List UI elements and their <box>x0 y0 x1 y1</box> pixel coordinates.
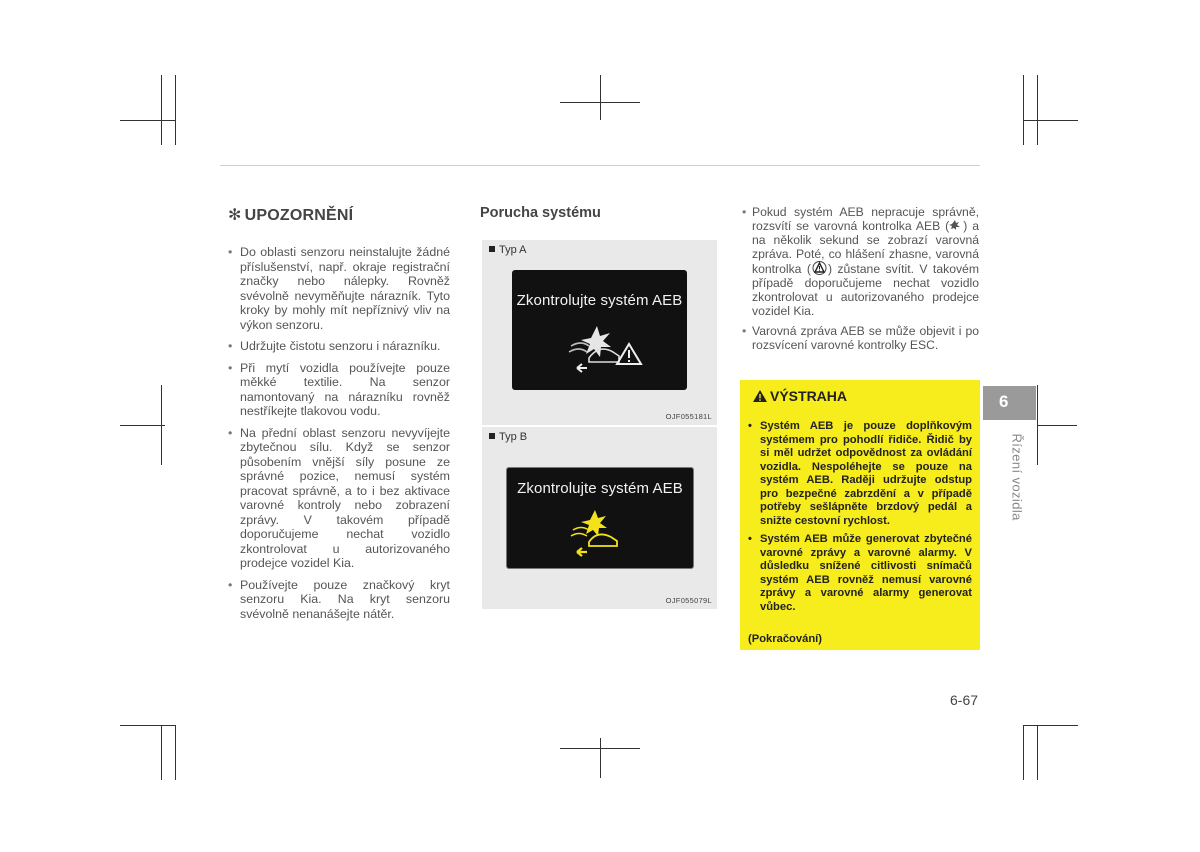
cluster-display <box>506 467 694 569</box>
panel-label: Typ B <box>489 431 527 443</box>
right-text <box>742 205 979 358</box>
list-item: • Pokud systém AEB nepracuje správně, rozsvítí se varovná kontrolka AEB ( ) a na několik sekund se zobrazí varovná zpráva. Poté, co hlášení zhasne, varovná kontrolka ( ) zůstane svítit. V takovém případě doporučujeme nechat vozidlo zkontrolovat u autorizovaného prodejce vozidel Kia. <box>742 205 979 318</box>
warning-box <box>740 380 980 650</box>
display-message: Zkontrolujte systém AEB <box>517 480 683 497</box>
aeb-warning-icon <box>949 220 963 231</box>
list-item: • Udržujte čistotu senzoru i nárazníku. <box>228 339 450 354</box>
info-list <box>742 205 979 352</box>
warning-title: VÝSTRAHA <box>753 388 847 404</box>
figure-panel-type-a <box>482 240 717 425</box>
warning-triangle-icon <box>811 261 828 275</box>
list-item: • Systém AEB je pouze doplňkovým systémem pro pohodlí řidiče. Řidič by si měl udržet odpovědnost za ovládání vozidla. Nespoléhejte se pouze na systém AEB. Raději udržujte odstup pro bezpečné zabrzdění a v případě potřeby sešlápněte brzdový pedál a snižte cestovní rychlost. <box>748 420 972 528</box>
figure-code: OJF055079L <box>665 596 712 605</box>
header-rule <box>220 165 980 166</box>
list-item: • Do oblasti senzoru neinstalujte žádné příslušenství, např. okraje registrační značky nebo nálepky. Rovněž svévolně nevyměňujte nárazník. Tyto kroky by mohly mít nepříznivý vliv na výkon senzoru. <box>228 245 450 332</box>
aeb-collision-icon <box>569 508 629 558</box>
warning-list <box>748 420 972 619</box>
list-item: • Varovná zpráva AEB se může objevit i po rozsvícení varovné kontrolky ESC. <box>742 324 979 352</box>
continued-label: (Pokračování) <box>748 633 822 645</box>
display-message: Zkontrolujte systém AEB <box>516 292 683 309</box>
figure-code: OJF055181L <box>665 412 712 421</box>
section-title: Porucha systému <box>480 205 601 221</box>
caution-list <box>228 245 450 621</box>
caution-section <box>228 205 450 628</box>
figure-panel-type-b <box>482 427 717 609</box>
list-item: • Systém AEB může generovat zbytečné varovné zprávy a varovné alarmy. V důsledku snížené citlivosti snímačů systém AEB rovněž nemusí varovné zprávy a varovné alarmy generovat vůbec. <box>748 533 972 614</box>
panel-label: Typ A <box>489 244 527 256</box>
asterisk-icon: ✻ <box>228 207 242 224</box>
collision-warning-icon <box>567 324 647 380</box>
list-item: • Při mytí vozidla používejte pouze měkké textilie. Na senzor namontovaný na nárazníku rovněž nestříkejte tlakovou vodu. <box>228 361 450 419</box>
caution-title: ✻ UPOZORNĚNÍ <box>228 207 354 224</box>
page-number: 6-67 <box>950 692 979 708</box>
chapter-tab: 6 <box>983 386 1036 420</box>
warning-triangle-icon <box>753 390 767 402</box>
list-item: • Na přední oblast senzoru nevyvíjejte zbytečnou sílu. Když se senzor působením vnější síly posune ze správné pozice, nemusí systém pracovat správně, a to i bez aktivace varovné kontroly nebo zobrazení zprávy. V takovém případě doporučujeme nechat vozidlo zkontrolovat u autorizovaného prodejce vozidel Kia. <box>228 426 450 571</box>
cluster-display <box>512 270 687 390</box>
list-item: • Používejte pouze značkový kryt senzoru Kia. Na kryt senzoru svévolně nenanášejte nátěr. <box>228 578 450 622</box>
chapter-name: Řízení vozidla <box>1009 433 1025 521</box>
